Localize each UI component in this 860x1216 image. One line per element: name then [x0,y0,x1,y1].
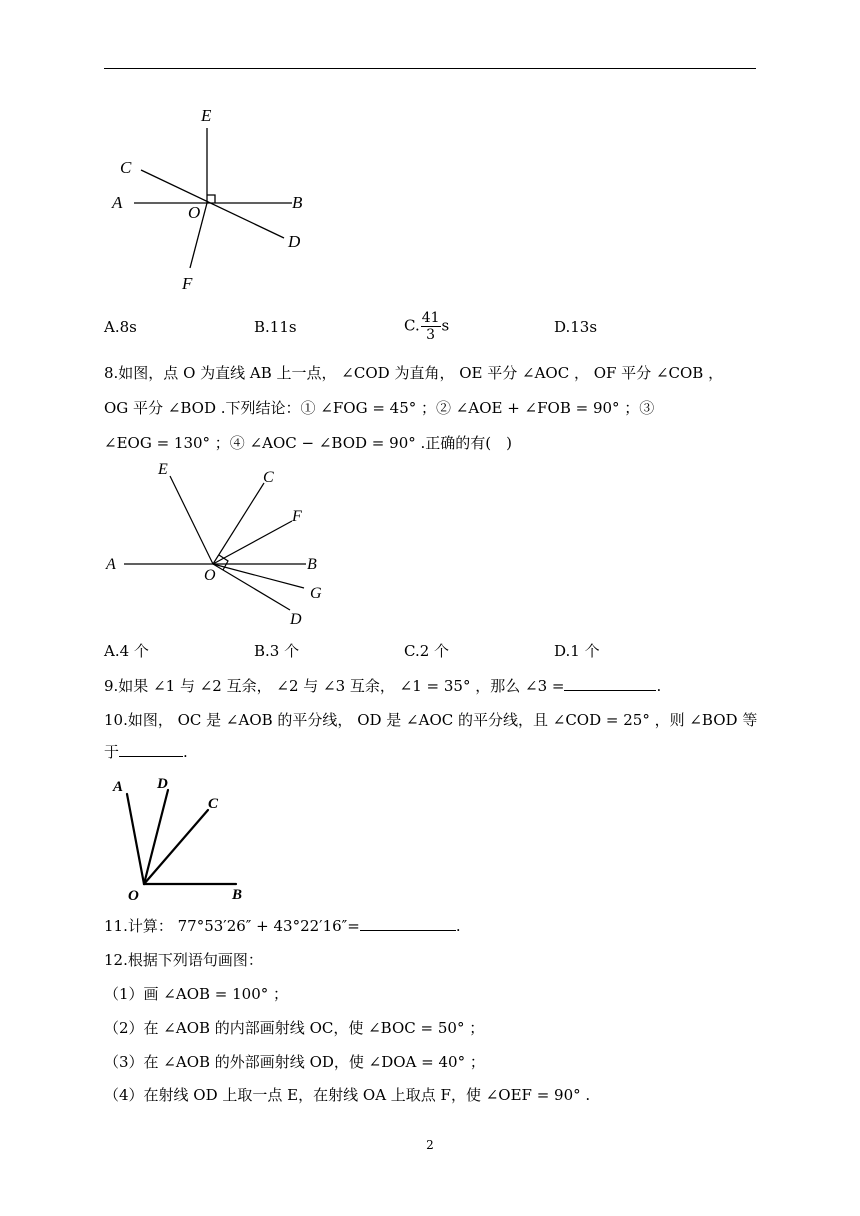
q12-item-4: （4）在射线 OD 上取一点 E，在射线 OA 上取点 F，使 ∠OEF = 90° . [104,1086,591,1104]
label-b: B [232,887,243,903]
q11-line [104,916,461,936]
ray-oe [170,476,213,564]
ray-og [213,564,304,588]
q12-item-1: （1）画 ∠AOB = 100° ； [104,985,289,1003]
q8-option-d: D.1 个 [554,642,600,660]
label-f: F [292,508,302,525]
label-e: E [201,106,212,125]
fraction-numerator: 41 [421,310,440,326]
label-b: B [307,556,317,573]
label-d: D [290,611,302,628]
q9-end: . [656,677,662,695]
ray-od [213,564,290,610]
q8-option-a: A.4 个 [104,642,149,660]
label-d: D [288,232,301,251]
label-a: A [112,193,123,212]
q7-option-a: A.8s [104,318,137,336]
q10-line-2 [104,742,188,762]
q10-answer-blank[interactable] [119,742,183,757]
q7-option-c [404,310,449,343]
q8-figure [104,458,344,630]
q11-text: 11.计算： 77°53′26″ + 43°22′16″= [104,917,360,935]
q8-line-1: 8.如图，点 O 为直线 AB 上一点， ∠COD 为直角， OE 平分 ∠AOC ， OF 平分 ∠COB ， [104,364,724,382]
q9-text: 9.如果 ∠1 与 ∠2 互余， ∠2 与 ∠3 互余， ∠1 = 35° ，那么 ∠3 = [104,677,565,695]
label-o: O [128,888,139,904]
ray-oc [213,483,264,564]
q8-option-c: C.2 个 [404,642,450,660]
q11-end: . [455,917,461,935]
label-c: C [120,158,132,177]
q10-figure [104,770,254,904]
q7-option-c-prefix: C. [404,316,420,335]
q12-item-3: （3）在 ∠AOB 的外部画射线 OD，使 ∠DOA = 40° ； [104,1053,485,1071]
label-b: B [292,193,303,212]
label-c: C [208,796,219,812]
q12-item-2: （2）在 ∠AOB 的内部画射线 OC，使 ∠BOC = 50° ； [104,1019,485,1037]
q10-line-2-prefix: 于 [104,743,120,761]
q9-line [104,676,661,696]
label-o: O [204,567,216,584]
page-number: 2 [426,1138,434,1152]
ray-of [213,521,292,564]
ray-oa [127,794,144,884]
label-a: A [113,779,124,795]
label-d: D [157,776,168,792]
q7-option-c-fraction [421,310,441,343]
label-f: F [182,274,193,293]
q7-option-d: D.13s [554,318,598,336]
label-o: O [188,203,201,222]
q8-line-2: OG 平分 ∠BOD .下列结论：① ∠FOG = 45° ；② ∠AOE + ∠FOB = 90° ；③ [104,399,655,417]
line-cd [141,170,284,238]
q7-figure [104,100,334,300]
q9-answer-blank[interactable] [564,676,656,691]
header-rule [104,68,756,69]
q8-option-b: B.3 个 [254,642,300,660]
q10-line-1: 10.如图， OC 是 ∠AOB 的平分线， OD 是 ∠AOC 的平分线，且 ∠COD = 25° ，则 ∠BOD 等 [104,711,758,729]
label-e: E [158,461,168,478]
q7-option-c-unit: s [441,316,450,335]
q8-line-3: ∠EOG = 130° ；④ ∠AOC − ∠BOD = 90° .正确的有( ) [104,434,512,452]
q12-title: 12.根据下列语句画图： [104,951,263,969]
fraction-denominator: 3 [426,327,436,343]
q10-line-2-end: . [183,743,188,761]
label-c: C [263,469,274,486]
q7-option-b: B.11s [254,318,297,336]
label-a: A [106,556,116,573]
label-g: G [310,585,322,602]
q11-answer-blank[interactable] [360,916,456,931]
